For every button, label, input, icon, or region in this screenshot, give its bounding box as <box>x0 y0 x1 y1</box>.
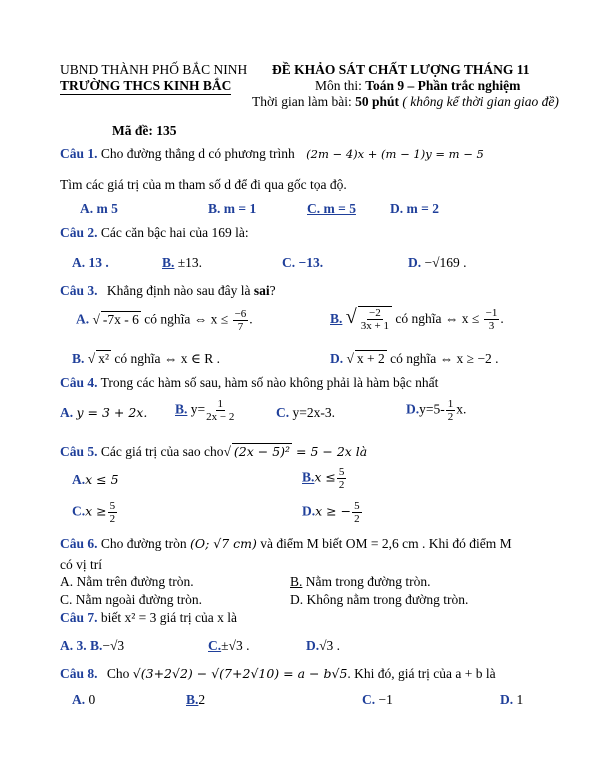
q3-option-d[interactable] <box>330 350 499 367</box>
q8-b-label: B. <box>186 692 199 707</box>
q4-option-c[interactable] <box>276 405 335 421</box>
q2-stem <box>60 225 249 241</box>
subject-prefix: Môn thi: <box>315 78 366 93</box>
subject: Toán 9 – Phần trắc nghiệm <box>365 78 521 93</box>
q3-c-radical-icon <box>88 351 95 366</box>
q4-d-end: x. <box>456 401 467 417</box>
q4-c-label: C. <box>276 405 290 420</box>
q6-option-b[interactable] <box>290 574 430 590</box>
q3-a-fraction <box>233 308 249 333</box>
q8-expression: √(3+2√2) − √(7+2√10) = a − b√5 <box>132 666 348 681</box>
q1-stem <box>60 146 484 162</box>
q3-d-radicand: x + 2 <box>356 351 385 366</box>
q5-b-num: 5 <box>338 466 345 478</box>
q6-option-d[interactable] <box>290 592 468 608</box>
q8-a-label: A. <box>72 692 86 707</box>
q2-option-d[interactable] <box>408 255 467 271</box>
q8-d-label: D. <box>500 692 514 707</box>
q3-a-den: 7 <box>237 321 244 333</box>
q4-b-num: 1 <box>217 398 223 410</box>
q5-text-end: = 5 − 2x là <box>292 444 368 459</box>
q3-b-end: . <box>500 311 504 326</box>
q3-b-rden: 3x + 1 <box>360 320 389 333</box>
q7-option-c[interactable] <box>208 638 249 654</box>
q6-circle: (O; √7 cm) <box>189 536 257 551</box>
q3-d-radical-icon <box>347 351 354 366</box>
q1-equation: (2m − 4)x + (m − 1)y = m − 5 <box>306 147 484 161</box>
q3-c-text: có nghĩa ⇔ x ∈ R . <box>111 351 220 366</box>
q4-stem <box>60 375 438 391</box>
q6-d-text: D. Không nằm trong đường tròn. <box>290 592 469 607</box>
q4-option-d[interactable] <box>406 398 466 423</box>
q7-c-value: ±√3 . <box>221 638 250 653</box>
q6-option-c[interactable] <box>60 592 202 608</box>
q7-label: Câu 7. <box>60 610 98 625</box>
q7-d-label: D. <box>306 638 320 653</box>
q5-text: Các giá trị của sao cho <box>100 444 224 459</box>
q3-a-end: . <box>249 311 253 327</box>
q8-c-label: C. <box>362 692 376 707</box>
q2-label: Câu 2. <box>60 225 98 240</box>
q7-options <box>60 638 124 654</box>
q4-d-den: 2 <box>447 411 454 423</box>
q3-label: Câu 3. <box>60 283 98 298</box>
q5-c-pre: x ≥ <box>85 503 107 519</box>
q1-line2: Tìm các giá trị của m tham số d để đi qua gốc tọa độ. <box>60 177 347 192</box>
exam-title: ĐỀ KHẢO SÁT CHẤT LƯỢNG THÁNG 11 <box>272 62 530 77</box>
q5-d-fraction <box>352 500 362 525</box>
q5-option-d[interactable] <box>302 500 363 525</box>
q5-b-den: 2 <box>338 479 345 491</box>
q5-b-pre: x ≤ <box>314 469 336 485</box>
q2-option-b[interactable] <box>162 255 202 271</box>
exam-code: Mã đề: 135 <box>112 123 177 138</box>
header-left-line2: TRƯỜNG THCS KINH BẮC <box>60 78 232 93</box>
q5-d-label: D. <box>302 503 316 519</box>
q6-text-mid: và điểm M biết OM = 2,6 cm . Khi đó điểm M <box>256 536 512 551</box>
q6-b-text: Nằm trong đường tròn. <box>302 574 431 589</box>
time: 50 phút <box>355 94 400 109</box>
q3-b-num: −1 <box>485 307 498 320</box>
q8-a-value: 0 <box>88 692 96 707</box>
q5-c-fraction <box>108 500 118 525</box>
q3-option-c[interactable] <box>72 350 220 367</box>
q3-stem <box>60 283 276 299</box>
q2-c-text: C. −13. <box>282 255 324 270</box>
q3-b-rnum: −2 <box>369 307 381 320</box>
header-left-line1: UBND THÀNH PHỐ BẮC NINH <box>60 62 248 77</box>
q6-option-a[interactable] <box>60 574 194 590</box>
q5-d-den: 2 <box>354 513 360 525</box>
q2-option-a[interactable] <box>72 255 109 271</box>
q5-b-label: B. <box>302 469 315 485</box>
q3-b-label: B. <box>330 311 343 326</box>
q3-text-end: ? <box>269 283 276 298</box>
q4-text: Trong các hàm số sau, hàm số nào không phải là hàm bậc nhất <box>100 375 439 390</box>
q7-option-a[interactable]: A. 3. <box>60 638 87 653</box>
q4-b-den: 2x − 2 <box>206 411 235 423</box>
q3-b-mid: có nghĩa ⇔ x ≤ <box>391 311 480 326</box>
q4-label: Câu 4. <box>60 375 98 390</box>
q6-line2: có vị trí <box>60 557 102 572</box>
q3-b-fraction <box>484 307 500 332</box>
q4-a-value: y = 3 + 2x. <box>76 405 148 420</box>
q5-a-value: x ≤ 5 <box>85 472 119 487</box>
q3-c-radicand: x² <box>98 351 109 366</box>
exam-subject-line <box>315 78 520 94</box>
q4-b-pre: y= <box>190 401 206 417</box>
q3-text-bold: sai <box>253 283 270 298</box>
q5-c-label: C. <box>72 503 86 519</box>
q4-d-label: D. <box>406 401 420 417</box>
q3-a-radicand: -7x - 6 <box>102 311 139 327</box>
q8-option-c[interactable] <box>362 692 393 708</box>
q6-b-label: B. <box>290 574 303 589</box>
q7-option-d[interactable] <box>306 638 340 654</box>
q5-option-c[interactable] <box>72 500 118 525</box>
q3-d-text: có nghĩa ⇔ x ≥ −2 . <box>386 351 499 366</box>
q6-a-text: A. Nằm trên đường tròn. <box>60 574 194 589</box>
q2-a-text: A. 13 . <box>72 255 109 270</box>
q4-option-b[interactable] <box>175 398 235 423</box>
q8-stem <box>60 666 496 682</box>
q6-c-text: C. Nằm ngoài đường tròn. <box>60 592 202 607</box>
q5-a-label: A. <box>72 472 86 487</box>
q5-b-fraction <box>337 466 347 491</box>
q1-text: Cho đường thẳng d có phương trình <box>100 146 295 161</box>
q4-d-num: 1 <box>447 398 454 410</box>
q2-text: Các căn bậc hai của 169 là: <box>100 225 249 240</box>
q5-label: Câu 5. <box>60 444 98 459</box>
q7-b-label[interactable]: B. <box>90 638 103 653</box>
q6-text: Cho đường tròn <box>100 536 187 551</box>
q1-option-a[interactable] <box>80 201 118 217</box>
q8-d-value: 1 <box>516 692 524 707</box>
q5-c-num: 5 <box>109 500 116 512</box>
q3-option-a[interactable] <box>76 308 253 333</box>
q8-label: Câu 8. <box>60 666 98 681</box>
q6-stem <box>60 536 512 552</box>
q1-option-d[interactable] <box>390 201 439 217</box>
q4-a-label: A. <box>60 405 74 420</box>
q7-b-value: −√3 <box>102 638 125 653</box>
q4-d-pre: y=5- <box>419 401 445 417</box>
q8-c-value: −1 <box>378 692 393 707</box>
q5-option-a[interactable] <box>72 472 119 488</box>
q2-option-c[interactable] <box>282 255 323 271</box>
q7-stem <box>60 610 237 626</box>
q1-label: Câu 1. <box>60 146 98 161</box>
q2-d-label: D. <box>408 255 422 270</box>
q3-d-label: D. <box>330 351 344 366</box>
q7-c-label: C. <box>208 638 222 653</box>
q5-c-den: 2 <box>109 513 116 525</box>
q5-option-b[interactable] <box>302 466 347 491</box>
q3-b-radicand <box>358 306 392 332</box>
q3-text: Khẳng định nào sau đây là <box>106 283 254 298</box>
q8-option-b[interactable] <box>186 692 205 708</box>
q1-a-text: A. m 5 <box>80 201 118 216</box>
q8-text-end: . Khi đó, giá trị của a + b là <box>347 666 496 681</box>
exam-time-line <box>252 94 559 110</box>
q4-b-label: B. <box>175 401 188 417</box>
q1-d-text: D. m = 2 <box>390 201 439 216</box>
q7-text: biết x² = 3 giá trị của x là <box>100 610 238 625</box>
q4-option-a[interactable] <box>60 405 147 421</box>
q3-b-den: 3 <box>488 320 495 333</box>
q5-radicand: (2x − 5)² <box>233 444 291 459</box>
q4-b-fraction <box>206 398 234 423</box>
q3-a-mid: có nghĩa ⇔ x ≤ <box>140 311 229 327</box>
q5-radical-icon <box>223 444 230 459</box>
q8-text: Cho <box>106 666 130 681</box>
q8-option-a[interactable] <box>72 692 95 708</box>
q3-a-num: −6 <box>234 308 247 320</box>
q3-a-radical-icon <box>93 312 100 327</box>
q1-c-text: C. m = 5 <box>307 201 356 216</box>
q2-b-value: ±13. <box>177 255 203 270</box>
q3-a-label: A. <box>76 311 90 327</box>
q4-d-fraction <box>446 398 456 423</box>
q8-option-d[interactable] <box>500 692 523 708</box>
q1-option-b[interactable] <box>208 201 256 217</box>
q2-b-label: B. <box>162 255 175 270</box>
q3-option-b[interactable] <box>330 306 504 332</box>
q2-d-value: −√169 . <box>424 255 467 270</box>
time-prefix: Thời gian làm bài: <box>252 94 356 109</box>
q5-d-pre: x ≥ − <box>315 503 352 519</box>
q5-stem <box>60 443 367 460</box>
q3-c-label: B. <box>72 351 85 366</box>
q7-d-value: √3 . <box>319 638 341 653</box>
q1-b-text: B. m = 1 <box>208 201 257 216</box>
q1-option-c[interactable] <box>307 201 356 217</box>
q6-label: Câu 6. <box>60 536 98 551</box>
time-note: ( không kể thời gian giao đề) <box>402 94 559 109</box>
q5-d-num: 5 <box>354 500 360 512</box>
q3-b-radical-icon <box>346 306 357 328</box>
q8-b-value: 2 <box>198 692 206 707</box>
q4-c-value: y=2x-3. <box>292 405 335 420</box>
